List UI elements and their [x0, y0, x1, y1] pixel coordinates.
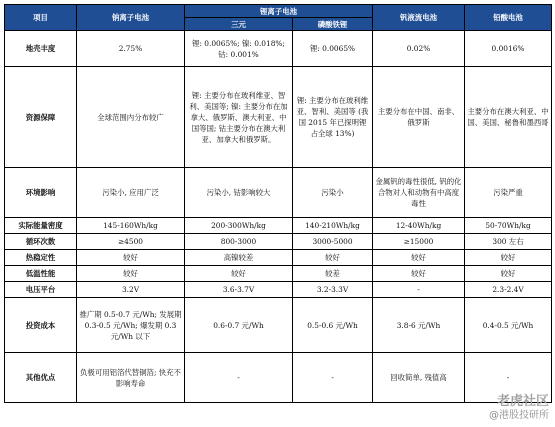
cell-energy-lead: 50-70Wh/kg: [465, 218, 552, 234]
cell-cycles-sodium: ≥4500: [77, 234, 185, 250]
cell-cycles-lead: 300 左右: [465, 234, 552, 250]
watermark-brand: 老虎社区: [496, 394, 549, 409]
cell-energy-lfp: 140-210Wh/kg: [293, 218, 373, 234]
cell-other-sodium: 负极可用铝箔代替铜箔; 快充不影响寿命: [77, 353, 185, 403]
cell-env-vanadium: 金属钒的毒性很低, 钒的化合物对人和动物有中高度毒性: [373, 168, 465, 218]
cell-voltage-lead: 2.3-2.4V: [465, 282, 552, 298]
cell-cost-sodium: 推广期 0.5-0.7 元/Wh; 发展期 0.3-0.5 元/Wh; 爆发期 0.3 元/Wh 以下: [77, 298, 185, 353]
header-lead: 铅酸电池: [465, 5, 552, 31]
row-label-other: 其他优点: [5, 353, 77, 403]
row-label-cost: 投资成本: [5, 298, 77, 353]
cell-cost-lfp: 0.5-0.6 元/Wh: [293, 298, 373, 353]
header-item: 项目: [5, 5, 77, 31]
cell-abundance-sodium: 2.75%: [77, 31, 185, 67]
cell-energy-ternary: 200-300Wh/kg: [185, 218, 293, 234]
cell-resource-sodium: 全球范围内分布较广: [77, 67, 185, 168]
cell-voltage-vanadium: -: [373, 282, 465, 298]
header-vanadium: 钒液流电池: [373, 5, 465, 31]
battery-comparison-table: [4, 4, 552, 403]
header-sodium: 钠离子电池: [77, 5, 185, 31]
cell-energy-vanadium: 12-40Wh/kg: [373, 218, 465, 234]
cell-cycles-ternary: 800-3000: [185, 234, 293, 250]
cell-resource-vanadium: 主要分布在中国、南非、俄罗斯: [373, 67, 465, 168]
cell-lowtemp-ternary: 较好: [185, 266, 293, 282]
cell-voltage-sodium: 3.2V: [77, 282, 185, 298]
cell-abundance-lfp: 锂: 0.0065%: [293, 31, 373, 67]
cell-lowtemp-sodium: 较好: [77, 266, 185, 282]
header-lithium-ternary: 三元: [185, 18, 293, 31]
cell-lowtemp-lfp: 较差: [293, 266, 373, 282]
cell-thermal-lead: 较好: [465, 250, 552, 266]
cell-thermal-lfp: 较好: [293, 250, 373, 266]
cell-env-sodium: 污染小, 应用广泛: [77, 168, 185, 218]
cell-voltage-ternary: 3.6-3.7V: [185, 282, 293, 298]
cell-lowtemp-vanadium: 较好: [373, 266, 465, 282]
row-label-resource: 资源保障: [5, 67, 77, 168]
cell-resource-lead: 主要分布在澳大利亚、中国、美国、秘鲁和墨西哥: [465, 67, 552, 168]
cell-cost-lead: 0.4-0.5 元/Wh: [465, 298, 552, 353]
watermark: [489, 395, 549, 423]
cell-voltage-lfp: 3.2-3.3V: [293, 282, 373, 298]
row-label-energy: 实际能量密度: [5, 218, 77, 234]
cell-thermal-ternary: 高镍较差: [185, 250, 293, 266]
cell-cycles-vanadium: ≥15000: [373, 234, 465, 250]
cell-env-lead: 污染严重: [465, 168, 552, 218]
cell-thermal-vanadium: 较好: [373, 250, 465, 266]
header-lithium: 锂离子电池: [185, 5, 373, 18]
cell-thermal-sodium: 较好: [77, 250, 185, 266]
cell-lowtemp-lead: 较好: [465, 266, 552, 282]
cell-abundance-lead: 0.0016%: [465, 31, 552, 67]
cell-resource-lfp: 锂: 主要分布在玻利维亚、智利、美国等 (我国 2015 年已探明锂占全球 13%): [293, 67, 373, 168]
header-lithium-lfp: 磷酸铁锂: [293, 18, 373, 31]
cell-other-lfp: -: [293, 353, 373, 403]
cell-env-ternary: 污染小, 钴影响较大: [185, 168, 293, 218]
row-label-cycles: 循环次数: [5, 234, 77, 250]
cell-resource-ternary: 锂: 主要分布在玻利维亚、智利、美国等; 镍: 主要分布在加拿大、俄罗斯、澳大利亚、中国等国; 钴主要分布在澳大利亚、加拿大和俄罗斯。: [185, 67, 293, 168]
watermark-handle: @港股投研所: [489, 410, 549, 421]
cell-cycles-lfp: 3000-5000: [293, 234, 373, 250]
cell-other-vanadium: 回收简单, 残值高: [373, 353, 465, 403]
row-label-env: 环境影响: [5, 168, 77, 218]
cell-env-lfp: 污染小: [293, 168, 373, 218]
row-label-thermal: 热稳定性: [5, 250, 77, 266]
cell-cost-vanadium: 3.8-6 元/Wh: [373, 298, 465, 353]
row-label-voltage: 电压平台: [5, 282, 77, 298]
cell-other-lead: -: [465, 353, 552, 403]
cell-cost-ternary: 0.6-0.7 元/Wh: [185, 298, 293, 353]
cell-abundance-vanadium: 0.02%: [373, 31, 465, 67]
row-label-abundance: 地壳丰度: [5, 31, 77, 67]
cell-energy-sodium: 145-160Wh/kg: [77, 218, 185, 234]
row-label-lowtemp: 低温性能: [5, 266, 77, 282]
cell-abundance-ternary: 锂: 0.0065%; 镍: 0.018%; 钴: 0.001%: [185, 31, 293, 67]
cell-other-ternary: -: [185, 353, 293, 403]
